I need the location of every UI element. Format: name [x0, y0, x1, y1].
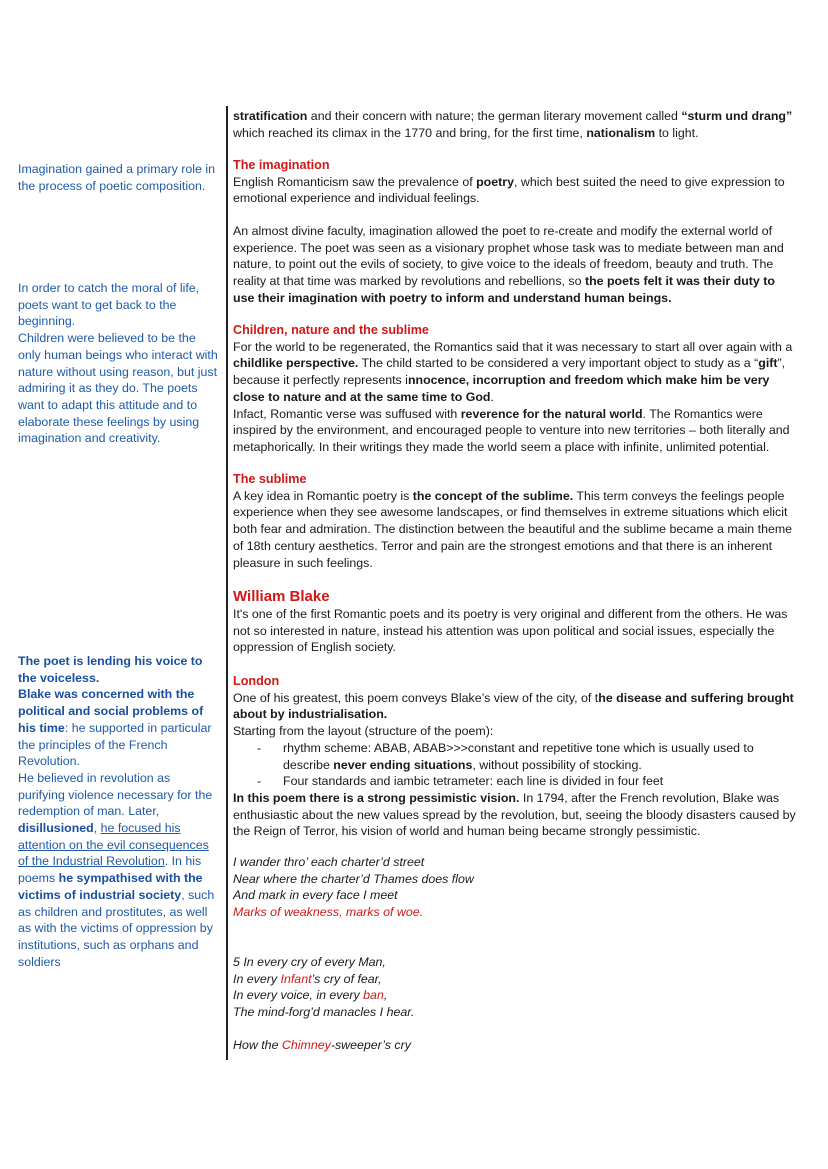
- poem-text: In every: [233, 971, 281, 986]
- poem-line: And mark in every face I meet: [233, 888, 398, 903]
- heading-william-blake: William Blake: [233, 588, 330, 605]
- note-blake-bold-3: disillusioned: [18, 821, 94, 836]
- li1-a: rhythm scheme: ABAB, ABAB>>>constant and repetitive tone which is usually used to describe: [283, 740, 754, 772]
- heading-london: London: [233, 674, 280, 688]
- poem-text: -sweeper’s cry: [330, 1038, 411, 1052]
- poem-highlight-infant: Infant: [280, 971, 312, 986]
- note-imagination: [18, 161, 218, 194]
- poem-line: Near where the charter’d Thames does flow: [233, 871, 474, 886]
- children-p1-d: gift: [758, 356, 778, 371]
- intro-text-3: to light.: [655, 125, 699, 140]
- note-blake-bold-2: Blake was concerned with the political and social problems of his time: [18, 687, 204, 735]
- children-p1-b: childlike perspective.: [233, 356, 359, 371]
- london-p2: Starting from the layout (structure of the poem):: [233, 724, 494, 739]
- london-p3-b: n this poem there is a strong pessimistic vision.: [236, 790, 520, 805]
- heading-children: Children, nature and the sublime: [233, 323, 429, 337]
- note-blake-bold-1: The poet is lending his voice to the voiceless.: [18, 654, 203, 685]
- note-blake-text-3: ,: [93, 821, 101, 836]
- poem-highlight-chimney: Chimney: [281, 1038, 331, 1052]
- poem-text: How the: [233, 1038, 282, 1052]
- poem-stanza-1: [233, 854, 797, 921]
- poem-line: I wander thro’ each charter’d street: [233, 855, 425, 869]
- imagination-p2-a: An almost divine faculty, imagination allowed the poet to re-create and modify the external world of experience. The poet was seen as a visionary prophet whose task was to mediate between man and nature, to point out the evils of society, to give voice to the ideals of freedom, beauty and truth. The reality at that time was marked by revolutions and rebellions, so: [233, 224, 784, 289]
- intro-bold-2: “sturm und drang”: [681, 109, 793, 123]
- note-blake: [18, 653, 218, 970]
- section-london: [233, 673, 797, 840]
- section-children: [233, 322, 797, 456]
- section-imagination: [233, 157, 797, 207]
- sublime-p-a: A key idea in Romantic poetry is: [233, 488, 413, 503]
- imagination-paragraph-2: [233, 223, 797, 307]
- poem-stanza-3: [233, 1037, 797, 1054]
- imagination-p2-b: the poets felt it was their duty to use their imagination with poetry to inform and understand human beings.: [233, 274, 775, 305]
- children-p1-g: .: [490, 389, 494, 404]
- poem-highlight-ban: ban: [363, 988, 384, 1003]
- intro-text-1: and their concern with nature; the german literary movement called: [307, 109, 682, 123]
- poem-line: [233, 971, 797, 988]
- london-p3-c: In 1794, after the French revolution, Blake was enthusiastic about the new values spread by the revolution, but, seeing the bloody disasters caused by the Reign of Terror, his vision of world and human being became strongly pessimistic.: [233, 790, 796, 839]
- children-p2-c: . The Romantics were inspired by the environment, and encouraged people to venture into new territories – both literally and metaphorically. In their writings they made the world seem a place with infinite, unlimited potential.: [233, 406, 790, 454]
- note-blake-underline: he focused his attention on the evil consequences of the Industrial Revolution: [18, 821, 209, 869]
- intro-text-2: which reached its climax in the 1770 and bring, for the first time,: [233, 125, 587, 140]
- poem-stanza-2: [233, 954, 797, 1021]
- poem-text: ’s cry of fear,: [311, 971, 382, 986]
- heading-sublime: The sublime: [233, 472, 307, 486]
- note-moral-p1: In order to catch the moral of life, poets want to get back to the beginning.: [18, 281, 200, 329]
- column-divider: [226, 106, 228, 1060]
- list-item: - Four standards and iambic tetrameter: each line is divided in four feet: [257, 774, 664, 789]
- poem-line: [233, 1037, 797, 1054]
- children-p1-c: The child started to be considered a very important object to study as a “: [358, 356, 759, 371]
- li1-c: , without possibility of stocking.: [472, 757, 642, 772]
- children-p1-f: nnocence, incorruption and freedom which make him be very close to nature and at the same time to God: [233, 373, 770, 404]
- children-p2-a: Infact, Romantic verse was suffused with: [233, 406, 461, 421]
- note-blake-text-4: . In his poems: [18, 854, 202, 886]
- blake-paragraph: It's one of the first Romantic poets and its poetry is very original and different from the others. He was not so interested in nature, instead his attention was upon political and social issues, especially the oppression of English society.: [233, 607, 788, 655]
- imagination-p1-a: English Romanticism saw the prevalence of: [233, 174, 477, 189]
- poem-line: [233, 987, 797, 1004]
- section-sublime: [233, 471, 797, 571]
- section-blake: [233, 587, 797, 656]
- sublime-p-b: the concept of the sublime.: [412, 488, 574, 503]
- list-item: - rhythm scheme: ABAB, ABAB>>>constant and repetitive tone which is usually used to describe never ending situations, without possibility of stocking.: [257, 740, 754, 772]
- poem-text: ,: [383, 988, 388, 1003]
- heading-imagination: The imagination: [233, 158, 330, 172]
- children-p2-b: reverence for the natural world: [460, 406, 643, 421]
- poem-line: Marks of weakness, marks of woe.: [233, 905, 424, 920]
- note-blake-text-2: He believed in revolution as purifying violence necessary for the redemption of man. Later,: [18, 770, 213, 819]
- li2: Four standards and iambic tetrameter: each line is divided in four feet: [283, 774, 664, 789]
- children-p1-e: ”, because it perfectly represents i: [233, 356, 786, 388]
- poem-line: 5 In every cry of every Man,: [233, 955, 386, 969]
- children-p1-a: For the world to be regenerated, the Romantics said that it was necessary to start all over again with a: [233, 339, 793, 354]
- note-blake-text-1: : he supported in particular the principles of the French Revolution.: [18, 720, 212, 769]
- note-blake-bold-4: he sympathised with the victims of industrial society: [18, 871, 203, 902]
- intro-bold-1: stratification: [233, 109, 308, 123]
- poem-text: In every voice, in every: [233, 988, 364, 1003]
- london-structure-list: [233, 740, 797, 790]
- note-moral: [18, 280, 218, 447]
- li1-b: never ending situations: [333, 757, 473, 772]
- note-moral-p2: Children were believed to be the only human beings who interact with nature without using reason, but just admiring it as they do. The poets want to adapt this attitude and to elaborate these feelings by using imagination and creativity.: [18, 331, 218, 446]
- imagination-p1-c: , which best suited the need to give expression to emotional experience and individual feelings.: [233, 174, 785, 206]
- london-p1-a: One of his greatest, this poem conveys Blake’s view of the city, of t: [233, 690, 599, 705]
- intro-paragraph: [233, 108, 797, 141]
- sublime-p-c: This term conveys the feelings people experience when they see awesome landscapes, or find themselves in extreme situations which elicit both fear and admiration. The distinction between the beautiful and the sublime became a main theme of 18th century aesthetics. Terror and pain are the strongest emotions and that there is an inherent pleasure in such feelings.: [233, 488, 793, 570]
- note-blake-text-5: , such as children and prostitutes, as well as with the victims of oppression by institutions, such as orphans and soldiers: [18, 887, 215, 969]
- london-p3-a: I: [233, 790, 237, 805]
- imagination-p1-b: poetry: [476, 174, 514, 189]
- intro-bold-3: nationalism: [586, 125, 656, 140]
- london-p1-b: he disease and suffering brought about by industrialisation.: [233, 690, 794, 722]
- note-imagination-text: Imagination gained a primary role in the process of poetic composition.: [18, 162, 215, 193]
- poem-line: The mind-forg’d manacles I hear.: [233, 1005, 415, 1020]
